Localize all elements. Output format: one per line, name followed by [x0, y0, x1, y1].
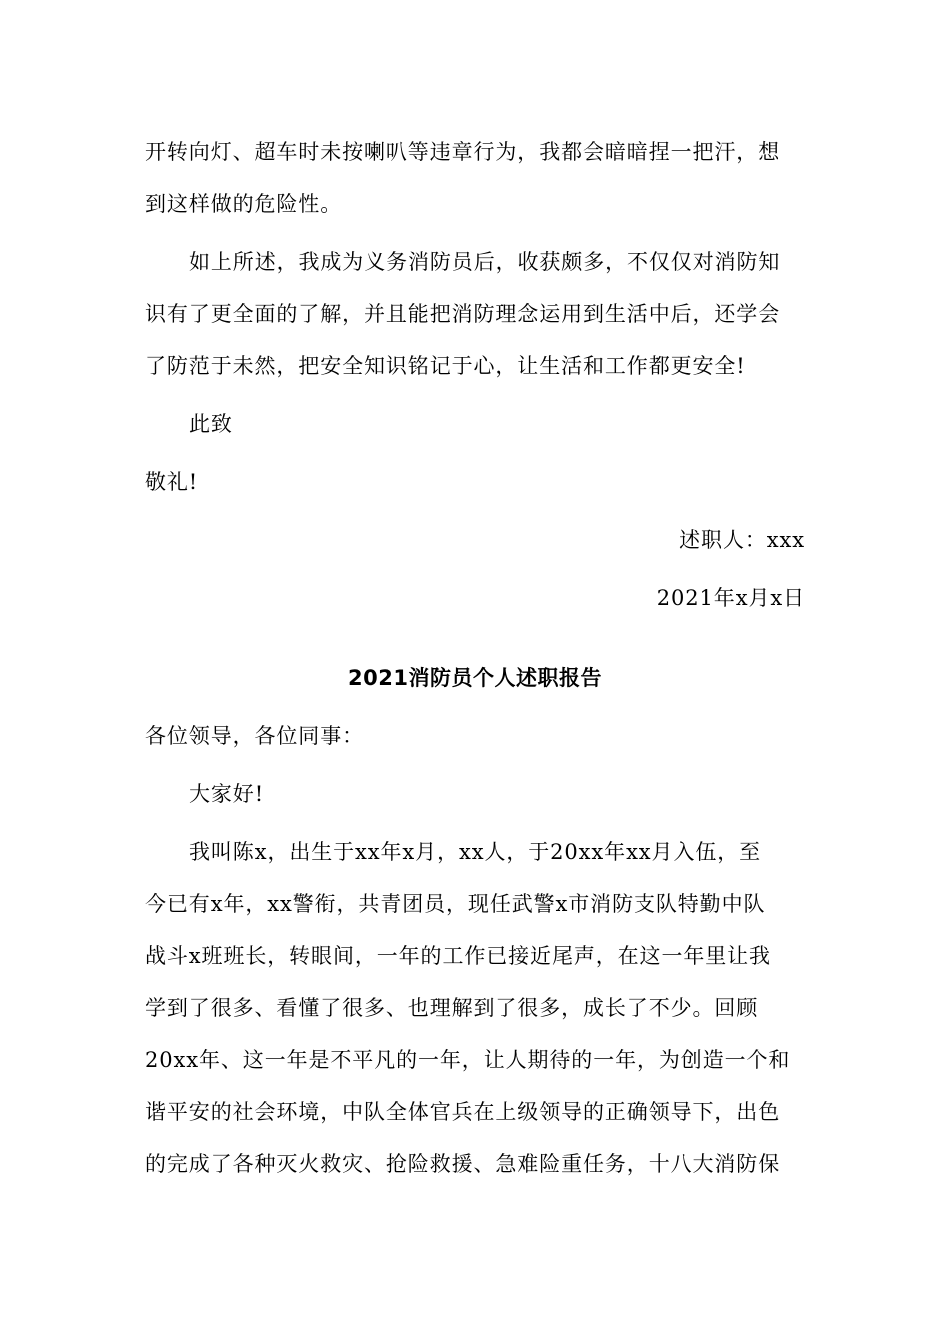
- paragraph-line: 学到了很多、看懂了很多、也理解到了很多，成长了不少。回顾: [145, 996, 759, 1020]
- paragraph-line: 了防范于未然，把安全知识铭记于心，让生活和工作都更安全!: [145, 354, 746, 378]
- paragraph-line: 我叫陈x，出生于xx年x月，xx人，于20xx年xx月入伍，至: [189, 840, 762, 864]
- previous-paragraph: [145, 126, 805, 230]
- closing-regards: 敬礼!: [145, 470, 199, 494]
- paragraph-line: 如上所述，我成为义务消防员后，收获颇多，不仅仅对消防知: [189, 250, 781, 274]
- paragraph-line: 到这样做的危险性。: [145, 192, 343, 216]
- paragraph-line: 谐平安的社会环境，中队全体官兵在上级领导的正确领导下，出色: [145, 1100, 781, 1124]
- report-greeting: 各位领导，各位同事：: [145, 724, 364, 748]
- date-line: 2021年x月x日: [656, 586, 805, 610]
- paragraph-line: 识有了更全面的了解，并且能把消防理念运用到生活中后，还学会: [145, 302, 781, 326]
- paragraph-line: 的完成了各种灭火救灾、抢险救援、急难险重任务，十八大消防保: [145, 1152, 781, 1176]
- paragraph-line: 战斗x班班长，转眼间，一年的工作已接近尾声，在这一年里让我: [145, 944, 771, 968]
- closing-salutation: 此致: [189, 412, 233, 436]
- report-paragraph: [145, 826, 805, 1190]
- signer-line: 述职人：xxx: [679, 528, 805, 552]
- document-body: [145, 126, 805, 1190]
- paragraph-line: 今已有x年，xx警衔，共青团员，现任武警x市消防支队特勤中队: [145, 892, 766, 916]
- report-hello: 大家好!: [189, 782, 265, 806]
- paragraph-line: 开转向灯、超车时未按喇叭等违章行为，我都会暗暗捏一把汗，想: [145, 140, 781, 164]
- conclusion-paragraph: [145, 236, 805, 392]
- report-title: 2021消防员个人述职报告: [348, 666, 602, 690]
- paragraph-line: 20xx年、这一年是不平凡的一年，让人期待的一年，为创造一个和: [145, 1048, 791, 1072]
